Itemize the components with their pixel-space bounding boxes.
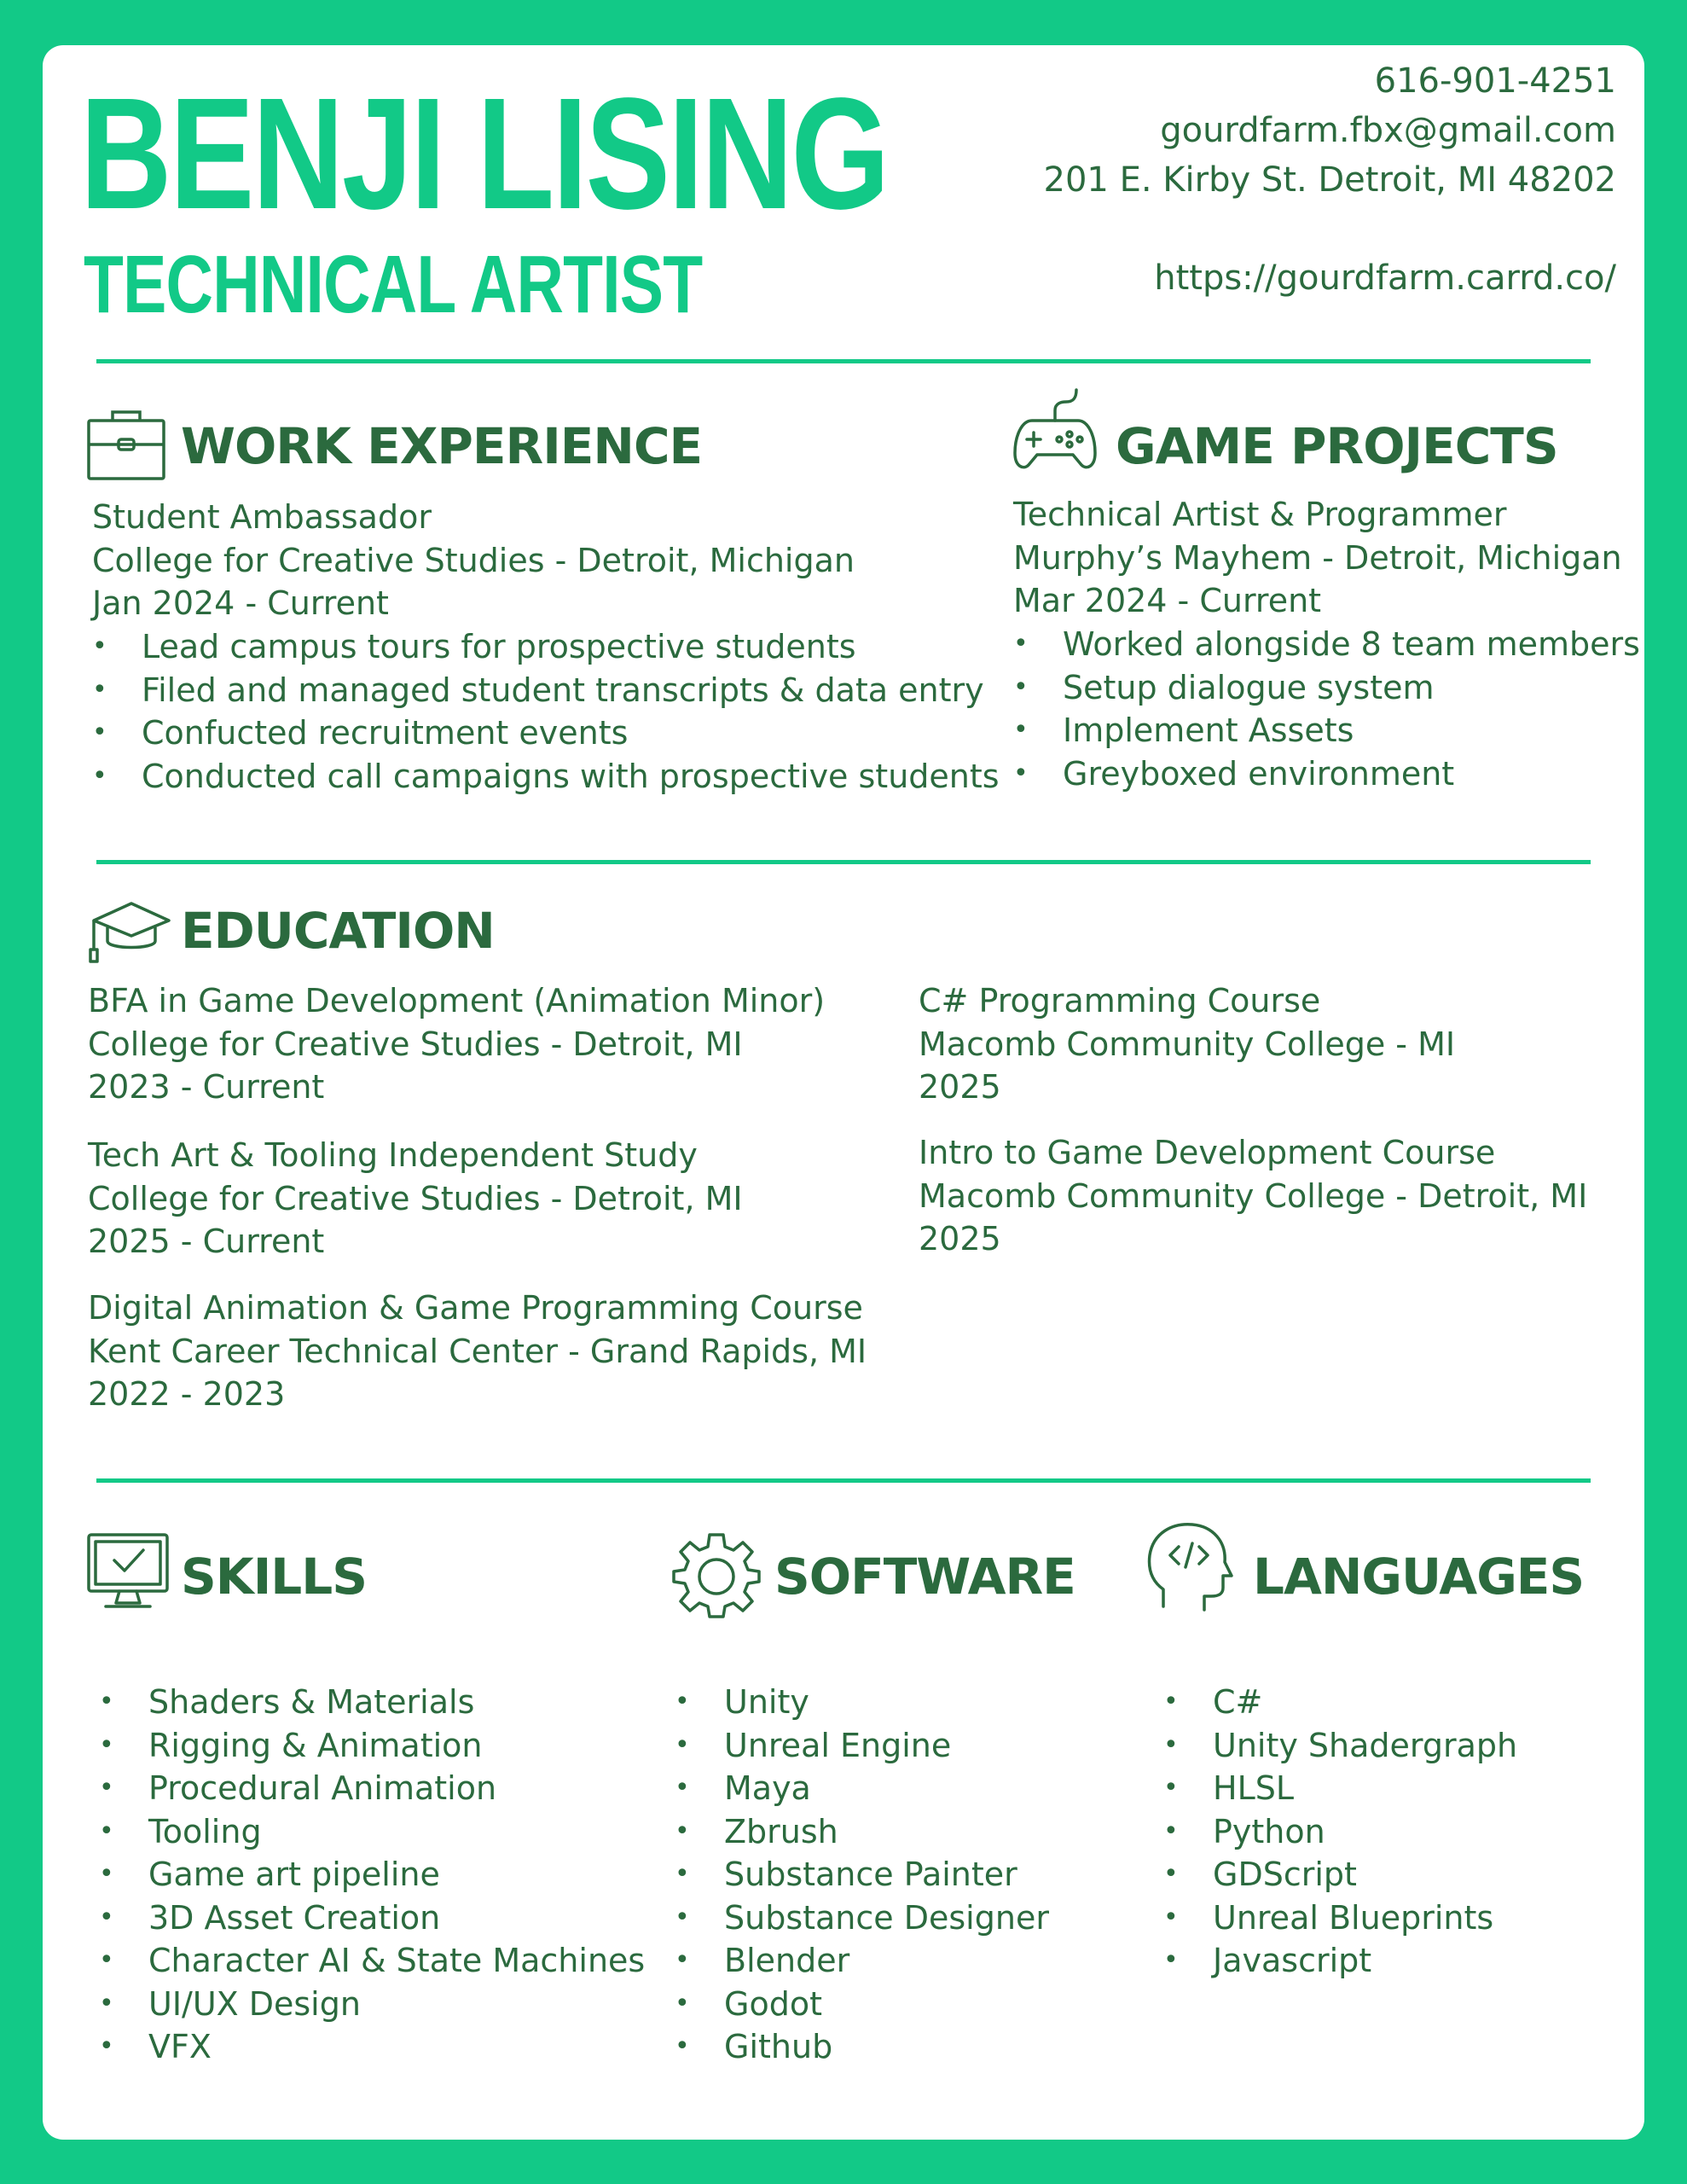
education-dates: 2022 - 2023 [88,1375,286,1413]
education-dates: 2023 - Current [88,1068,325,1106]
education-entry-2 [88,1134,743,1263]
skills-heading: SKILLS [181,1548,367,1606]
software-heading: SOFTWARE [774,1548,1075,1606]
list-item: • Game art pipeline [99,1853,645,1896]
education-entry-5 [919,1131,1587,1261]
divider-bottom [96,1478,1591,1483]
email-address[interactable]: gourdfarm.fbx@gmail.com [1160,111,1616,150]
list-item: • Shaders & Materials [99,1681,645,1724]
course-title: Intro to Game Development Course [919,1134,1496,1171]
degree-title: BFA in Game Development (Animation Minor) [88,982,826,1019]
skills-list [99,1681,645,2069]
project-dates: Mar 2024 - Current [1013,582,1322,619]
candidate-name: BENJI LISING [80,66,888,242]
list-item: • Conducted call campaigns with prospective students [92,755,1000,799]
software-list [675,1681,1049,2069]
education-dates: 2025 [919,1068,1001,1106]
degree-title: Digital Animation & Game Programming Course [88,1289,863,1327]
monitor-check-icon [85,1531,171,1615]
project-bullets [1013,623,1640,795]
game-projects-heading: GAME PROJECTS [1116,417,1558,475]
list-item: • Javascript [1163,1939,1517,1983]
list-item: • Worked alongside 8 team members [1013,623,1640,666]
divider-middle [96,860,1591,864]
job-title: TECHNICAL ARTIST [84,239,703,330]
languages-heading: LANGUAGES [1253,1548,1585,1606]
list-item: • VFX [99,2025,645,2069]
education-entry-3 [88,1287,867,1416]
list-item: • Setup dialogue system [1013,666,1640,710]
project-role: Technical Artist & Programmer [1013,496,1507,533]
list-item: • C# [1163,1681,1517,1724]
list-item: • GDScript [1163,1853,1517,1896]
list-item: • Blender [675,1939,1049,1983]
school-name: College for Creative Studies - Detroit, MI [88,1179,743,1217]
resume-sheet [43,45,1644,2140]
work-experience-heading: WORK EXPERIENCE [181,417,703,475]
list-item: • HLSL [1163,1767,1517,1810]
education-dates: 2025 - Current [88,1223,325,1260]
list-item: • Unreal Engine [675,1724,1049,1768]
school-name: College for Creative Studies - Detroit, MI [88,1025,743,1063]
list-item: • 3D Asset Creation [99,1896,645,1940]
street-address: 201 E. Kirby St. Detroit, MI 48202 [1043,160,1616,200]
gear-icon [670,1530,762,1622]
list-item: • Python [1163,1810,1517,1854]
divider-top [96,359,1591,363]
list-item: • Substance Designer [675,1896,1049,1940]
project-place: Murphy’s Mayhem - Detroit, Michigan [1013,538,1622,577]
education-entry-4 [919,979,1455,1109]
list-item: • Confucted recruitment events [92,712,1000,755]
list-item: • Maya [675,1767,1049,1810]
head-code-icon [1143,1518,1237,1615]
list-item: • Unreal Blueprints [1163,1896,1517,1940]
list-item: • Unity Shadergraph [1163,1724,1517,1768]
degree-title: Tech Art & Tooling Independent Study [88,1136,698,1174]
portfolio-link[interactable]: https://gourdfarm.carrd.co/ [1154,258,1616,298]
list-item: • Filed and managed student transcripts & data entry [92,669,1000,712]
list-item: • Procedural Animation [99,1767,645,1810]
school-name: Macomb Community College - Detroit, MI [919,1176,1588,1215]
list-item: • Github [675,2025,1049,2069]
phone-number: 616-901-4251 [1374,61,1616,101]
languages-list [1163,1681,1517,1983]
course-title: C# Programming Course [919,982,1321,1019]
education-dates: 2025 [919,1220,1001,1258]
list-item: • UI/UX Design [99,1983,645,2026]
list-item: • Substance Painter [675,1853,1049,1896]
education-entry-1 [88,979,825,1109]
project-details [1013,493,1622,623]
list-item: • Tooling [99,1810,645,1854]
school-name: Macomb Community College - MI [919,1025,1456,1063]
list-item: • Implement Assets [1013,709,1640,752]
gamepad-icon [1010,385,1100,479]
list-item: • Character AI & State Machines [99,1939,645,1983]
work-dates: Jan 2024 - Current [92,584,389,622]
education-heading: EDUCATION [181,902,495,960]
list-item: • Zbrush [675,1810,1049,1854]
graduation-cap-icon [85,897,174,972]
work-role: Student Ambassador [92,498,432,536]
briefcase-icon [85,405,167,484]
list-item: • Greyboxed environment [1013,752,1640,796]
school-name: Kent Career Technical Center - Grand Rapids, MI [88,1332,867,1370]
list-item: • Godot [675,1983,1049,2026]
work-place: College for Creative Studies - Detroit, Michigan [92,541,855,579]
list-item: • Lead campus tours for prospective students [92,625,1000,669]
work-bullets [92,625,1000,798]
list-item: • Unity [675,1681,1049,1724]
list-item: • Rigging & Animation [99,1724,645,1768]
work-details [92,496,855,625]
